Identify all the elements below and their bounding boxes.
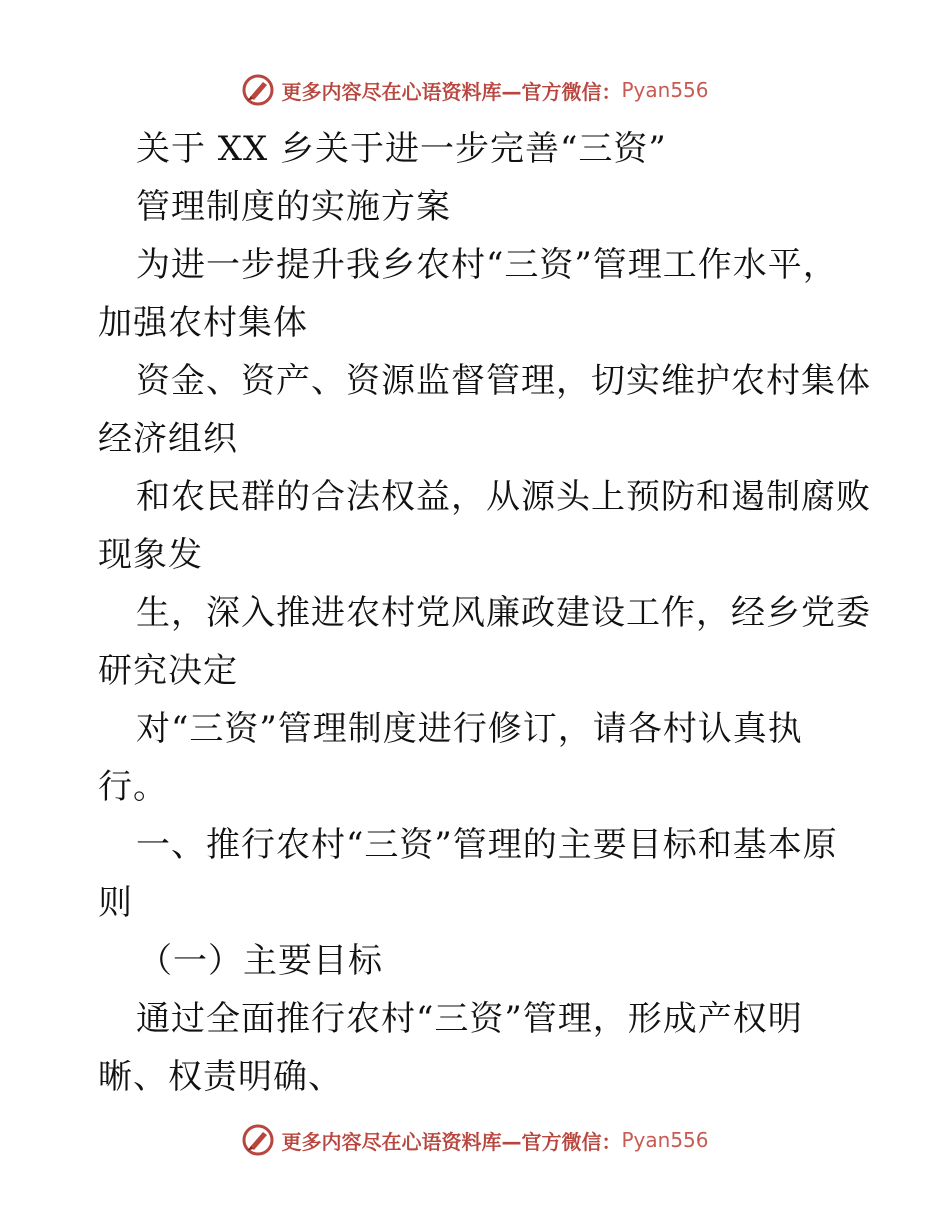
paragraph-line: 行。 xyxy=(98,767,168,807)
section-heading-line: 一、推行农村“三资”管理的主要目标和基本原 xyxy=(136,825,838,865)
banner-text: 更多内容尽在心语资料库—官方微信： xyxy=(281,1129,622,1154)
banner-brand: Pyan556 xyxy=(621,78,709,102)
paragraph-line: 对“三资”管理制度进行修订，请各村认真执 xyxy=(136,709,803,749)
document-title-line-1: 关于 XX 乡关于进一步完善“三资” xyxy=(136,129,667,169)
pen-seal-icon xyxy=(241,1123,275,1157)
subsection-heading: （一）主要目标 xyxy=(138,941,383,981)
section-heading-line: 则 xyxy=(98,883,133,923)
paragraph-line: 经济组织 xyxy=(98,419,238,459)
document-body xyxy=(98,120,871,1106)
banner-brand: Pyan556 xyxy=(621,1128,709,1152)
paragraph-line: 通过全面推行农村“三资”管理，形成产权明 xyxy=(136,999,803,1039)
paragraph-line: 加强农村集体 xyxy=(98,303,308,343)
paragraph-line: 现象发 xyxy=(98,535,203,575)
paragraph-line: 生，深入推进农村党风廉政建设工作，经乡党委 xyxy=(136,593,871,633)
paragraph-line: 和农民群的合法权益，从源头上预防和遏制腐败 xyxy=(136,477,871,517)
paragraph-line: 研究决定 xyxy=(98,651,238,691)
paragraph-line: 资金、资产、资源监督管理，切实维护农村集体 xyxy=(136,361,871,401)
banner-text: 更多内容尽在心语资料库—官方微信： xyxy=(281,79,622,104)
document-title-line-2: 管理制度的实施方案 xyxy=(136,187,451,227)
header-watermark-banner xyxy=(0,70,950,110)
paragraph-line: 为进一步提升我乡农村“三资”管理工作水平， xyxy=(136,245,838,285)
pen-seal-icon xyxy=(241,73,275,107)
paragraph-line: 晰、权责明确、 xyxy=(98,1057,343,1097)
footer-watermark-banner xyxy=(0,1120,950,1160)
